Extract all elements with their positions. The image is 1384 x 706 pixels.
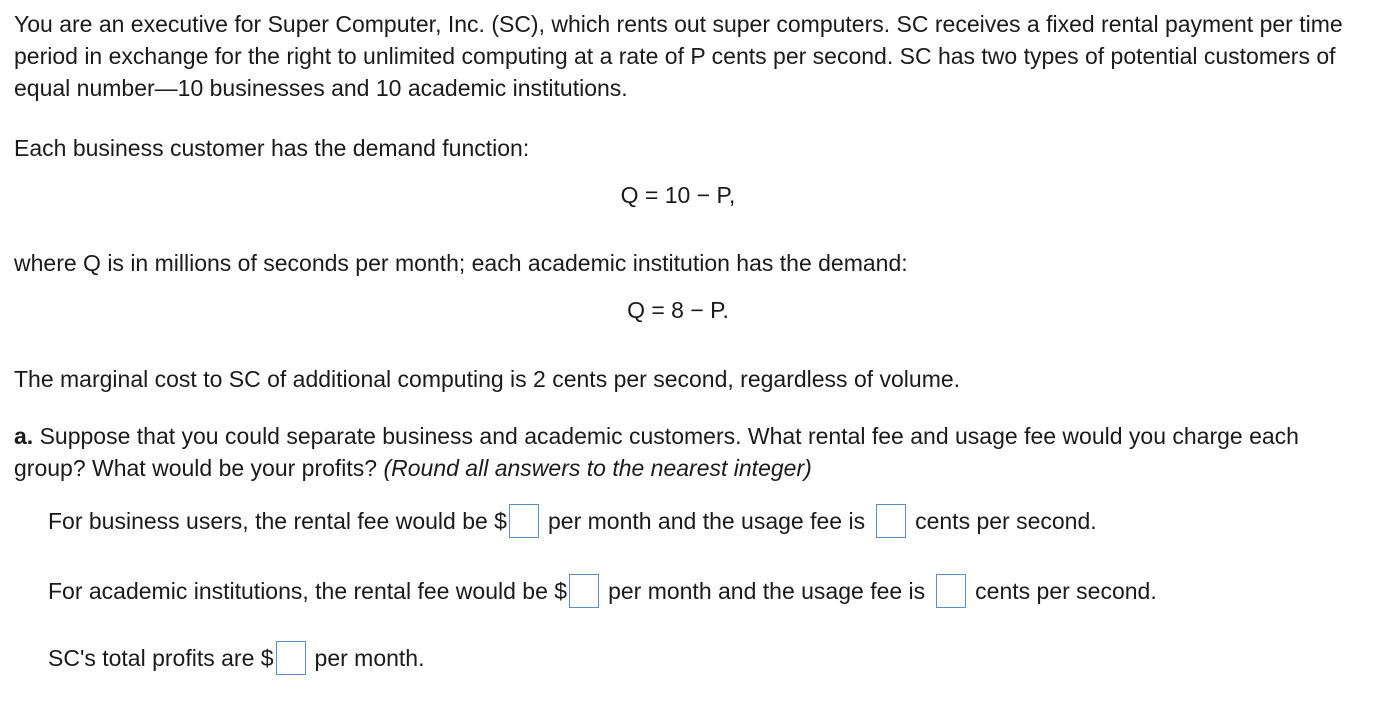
- academic-answer-line: [48, 573, 1157, 609]
- business-answer-line: [48, 503, 1097, 539]
- rounding-instruction: (Round all answers to the nearest integer): [383, 455, 812, 481]
- profit-answer-line: [48, 640, 425, 676]
- business-usage-unit: cents per second.: [915, 507, 1097, 534]
- profit-label: SC's total profits are $: [48, 644, 274, 671]
- part-a-label: a.: [14, 423, 34, 449]
- business-rental-label: For business users, the rental fee would be $: [48, 507, 507, 534]
- business-usage-label: per month and the usage fee is: [547, 507, 866, 534]
- part-a-question-text: Suppose that you could separate business and academic customers. What rental fee and usage fee would you charge each group? What would be your profits?: [14, 423, 1299, 481]
- business-demand-equation: Q = 10 − P,: [620, 182, 736, 208]
- part-a-question: [14, 420, 1376, 484]
- academic-usage-label: per month and the usage fee is: [608, 577, 926, 604]
- profit-unit: per month.: [314, 644, 425, 671]
- total-profit-input[interactable]: [276, 641, 306, 675]
- academic-usage-unit: cents per second.: [975, 577, 1157, 604]
- academic-usage-fee-input[interactable]: [936, 574, 966, 608]
- academic-rental-label: For academic institutions, the rental fee would be $: [48, 577, 568, 604]
- intro-paragraph: You are an executive for Super Computer, Inc. (SC), which rents out super computers. SC receives a fixed rental payment per time period in exchange for the right to unlimited computing at a rate of P cents per second. SC has two types of potential customers of equal number—10 businesses and 10 academic institutions.: [14, 11, 1343, 101]
- marginal-cost-text: The marginal cost to SC of additional computing is 2 cents per second, regardless of volume.: [14, 366, 961, 392]
- academic-rental-fee-input[interactable]: [569, 574, 599, 608]
- academic-demand-intro: where Q is in millions of seconds per month; each academic institution has the demand:: [14, 250, 908, 276]
- business-usage-fee-input[interactable]: [876, 504, 906, 538]
- business-demand-intro: Each business customer has the demand function:: [14, 135, 530, 161]
- academic-demand-equation: Q = 8 − P.: [627, 297, 729, 323]
- business-rental-fee-input[interactable]: [509, 504, 539, 538]
